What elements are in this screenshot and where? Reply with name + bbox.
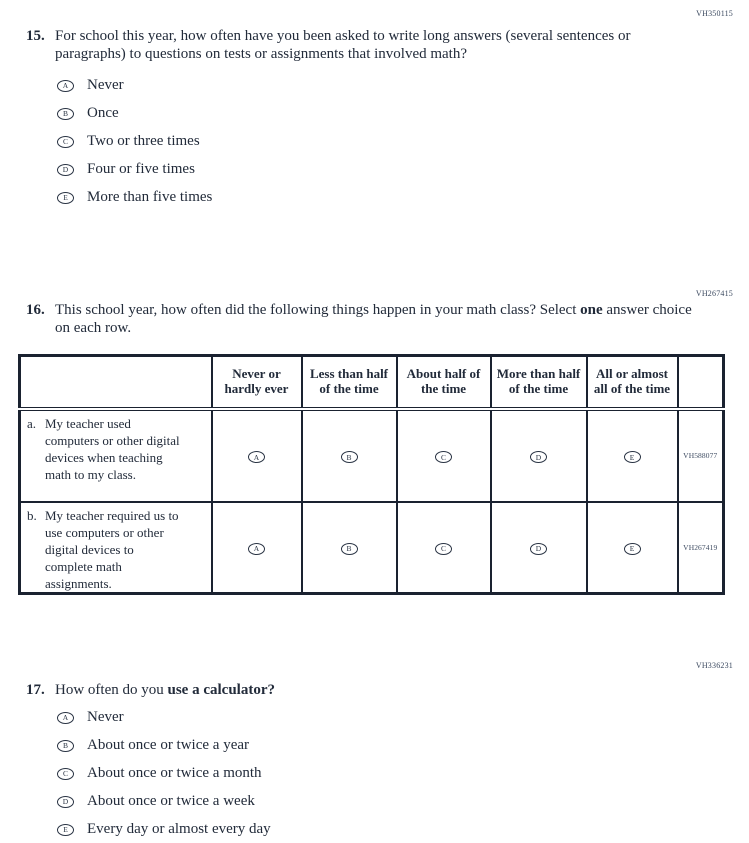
row-b-code: VH267419 <box>678 502 724 594</box>
option-label: About once or twice a year <box>87 737 250 753</box>
row-item-letter: b. <box>27 507 37 523</box>
option-label: Four or five times <box>87 161 195 177</box>
question-17-section <box>0 661 749 838</box>
q15-bubble-d[interactable]: D <box>57 164 74 176</box>
q15-option-a <box>57 78 749 93</box>
row-b-bubble-b[interactable]: B <box>341 543 358 555</box>
frequency-matrix-table <box>18 354 725 595</box>
row-a-cell-never <box>212 409 302 502</box>
row-b-bubble-a[interactable]: A <box>248 543 265 555</box>
option-label: Never <box>87 709 124 725</box>
q17-option-b <box>57 738 749 753</box>
question-number: 16. <box>26 302 45 318</box>
row-b-cell-all <box>587 502 678 594</box>
question-16-section <box>0 289 749 595</box>
row-item-text: My teacher used computers or other digital devices when teaching math to my class. <box>45 415 180 482</box>
q17-bubble-a[interactable]: A <box>57 712 74 724</box>
question-text-pre: How often do you <box>55 681 168 698</box>
q15-bubble-b[interactable]: B <box>57 108 74 120</box>
row-a-bubble-c[interactable]: C <box>435 451 452 463</box>
row-a-statement <box>20 409 212 502</box>
header-code-cell <box>678 356 724 409</box>
row-a-bubble-e[interactable]: E <box>624 451 641 463</box>
question-15-section <box>0 0 749 205</box>
question-16-prompt <box>26 302 749 337</box>
question-text <box>55 682 700 700</box>
row-item-text: My teacher required us to use computers or other digital devices to complete math assignments. <box>45 507 179 591</box>
option-label: About once or twice a week <box>87 793 255 809</box>
column-header-less-than-half: Less than half of the time <box>302 356 397 409</box>
row-b-bubble-e[interactable]: E <box>624 543 641 555</box>
row-b-cell-more-than-half <box>491 502 587 594</box>
q15-bubble-c[interactable]: C <box>57 136 74 148</box>
row-b-bubble-c[interactable]: C <box>435 543 452 555</box>
q15-option-c <box>57 134 749 149</box>
row-a-code: VH588077 <box>678 409 724 502</box>
q17-bubble-b[interactable]: B <box>57 740 74 752</box>
table-row-a <box>20 409 724 502</box>
column-header-never: Never or hardly ever <box>212 356 302 409</box>
row-b-cell-about-half <box>397 502 491 594</box>
q15-option-d <box>57 162 749 177</box>
question-17-options <box>57 710 749 837</box>
row-a-cell-more-than-half <box>491 409 587 502</box>
q17-option-d <box>57 794 749 809</box>
row-a-cell-less-than-half <box>302 409 397 502</box>
question-16-code: VH267415 <box>695 289 733 298</box>
row-a-cell-about-half <box>397 409 491 502</box>
q15-bubble-a[interactable]: A <box>57 80 74 92</box>
option-label: Once <box>87 105 119 121</box>
question-17-code: VH336231 <box>695 660 733 670</box>
question-text: For school this year, how often have you been asked to write long answers (several sentences or paragraphs) to questions on tests or assignments that involved math? <box>55 28 631 62</box>
q15-option-e <box>57 190 749 205</box>
question-text-bold: use a calculator? <box>167 681 275 698</box>
row-b-cell-never <box>212 502 302 594</box>
row-a-cell-all <box>587 409 678 502</box>
question-15-options <box>57 78 749 205</box>
row-a-bubble-a[interactable]: A <box>248 451 265 463</box>
q17-option-c <box>57 766 749 781</box>
q17-bubble-d[interactable]: D <box>57 796 74 808</box>
question-15-code: VH350115 <box>696 9 733 18</box>
column-header-more-than-half: More than half of the time <box>491 356 587 409</box>
q17-bubble-c[interactable]: C <box>57 768 74 780</box>
row-item-letter: a. <box>27 415 37 431</box>
row-b-bubble-d[interactable]: D <box>530 543 547 555</box>
question-text-post: answer choice on each row. <box>55 302 692 336</box>
question-15-prompt <box>26 28 749 63</box>
question-17-prompt <box>26 682 749 700</box>
q17-bubble-e[interactable]: E <box>57 824 74 836</box>
option-label: Two or three times <box>87 133 200 149</box>
row-a-bubble-d[interactable]: D <box>530 451 547 463</box>
row-b-statement <box>20 502 212 594</box>
header-empty-cell <box>20 356 212 409</box>
table-header-row <box>20 356 724 409</box>
q17-option-a <box>57 710 749 725</box>
option-label: Every day or almost every day <box>87 821 271 837</box>
q17-option-e <box>57 822 749 837</box>
option-label: More than five times <box>87 189 213 205</box>
column-header-about-half: About half of the time <box>397 356 491 409</box>
question-text-pre: This school year, how often did the following things happen in your math class? Select <box>55 302 581 318</box>
q15-bubble-e[interactable]: E <box>57 192 74 204</box>
question-text-bold: one <box>580 302 603 318</box>
column-header-all: All or almost all of the time <box>587 356 678 409</box>
option-label: About once or twice a month <box>87 765 262 781</box>
option-label: Never <box>87 77 124 93</box>
row-a-bubble-b[interactable]: B <box>341 451 358 463</box>
question-number: 17. <box>26 681 45 698</box>
question-number: 15. <box>26 28 45 44</box>
question-text <box>55 302 700 337</box>
q15-option-b <box>57 106 749 121</box>
row-b-cell-less-than-half <box>302 502 397 594</box>
table-row-b <box>20 502 724 594</box>
